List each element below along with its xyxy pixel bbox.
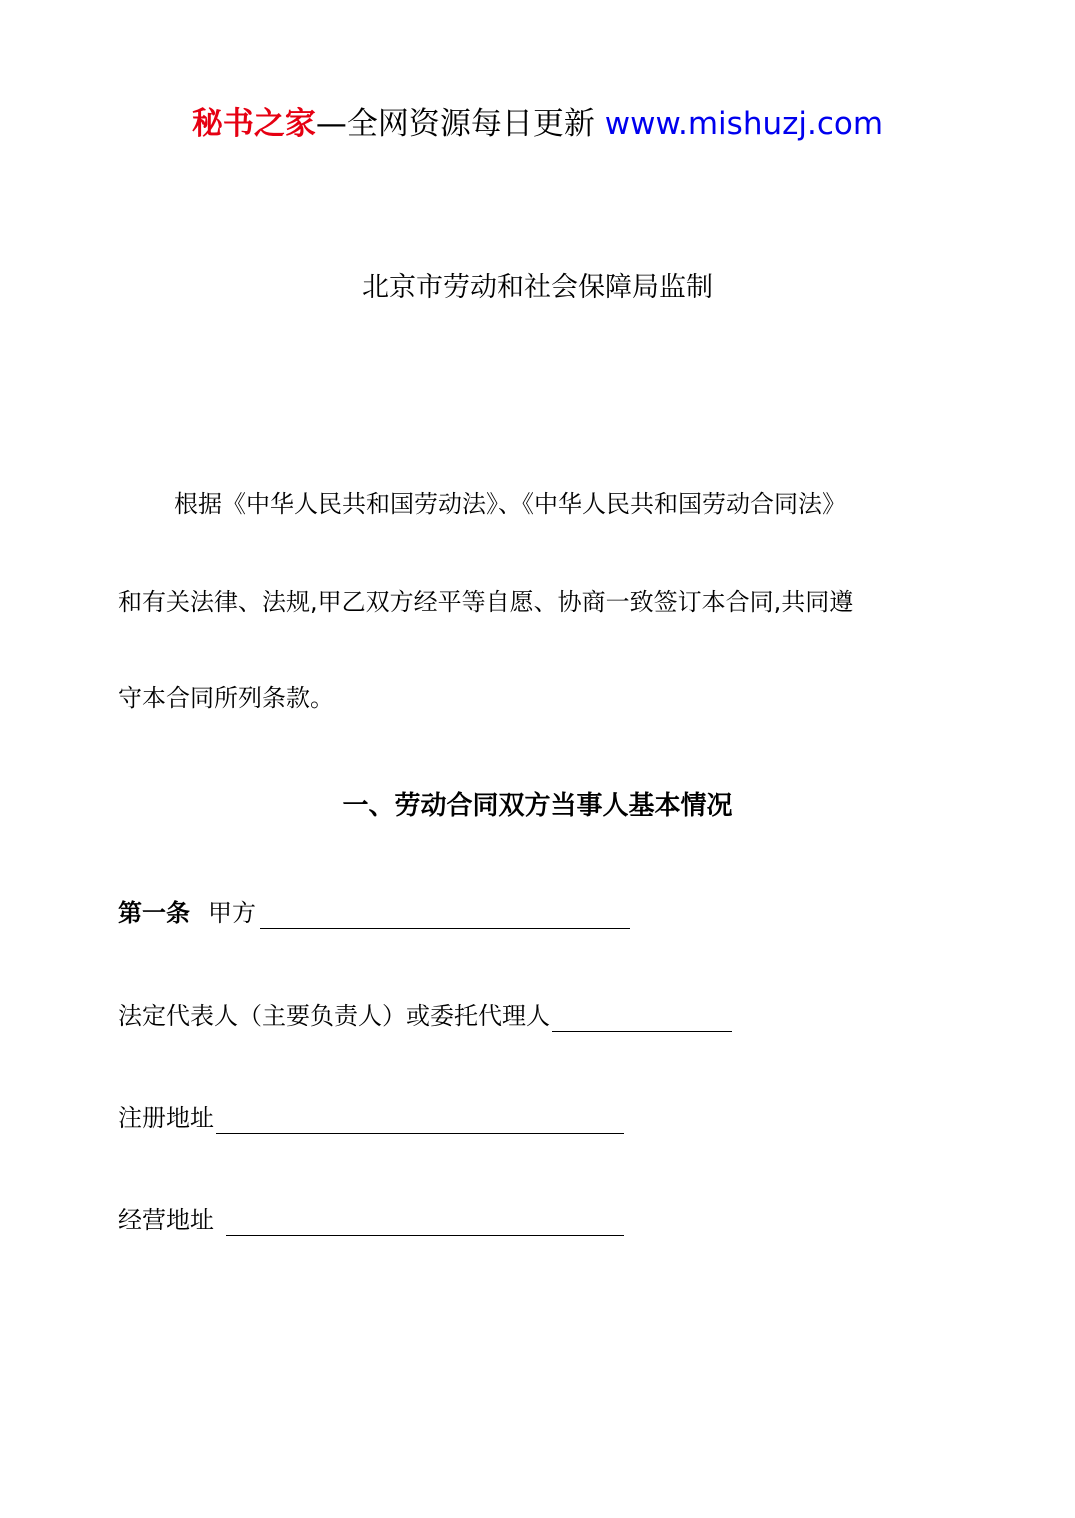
section-heading: 一、劳动合同双方当事人基本情况 xyxy=(342,791,733,821)
registered-address-blank[interactable] xyxy=(216,1103,624,1134)
brand-name: 秘书之家 xyxy=(191,106,316,142)
header-dash: — xyxy=(315,106,347,142)
registered-address-label: 注册地址 xyxy=(118,1104,214,1132)
page-header xyxy=(0,100,1075,148)
representative-field xyxy=(118,996,732,1036)
party-a-label: 甲方 xyxy=(208,899,256,927)
business-address-label: 经营地址 xyxy=(118,1206,214,1234)
article-label: 第一条 xyxy=(118,899,190,927)
representative-blank[interactable] xyxy=(552,1001,732,1032)
party-a-field xyxy=(118,893,630,933)
party-a-blank[interactable] xyxy=(260,898,630,929)
registered-address-field xyxy=(118,1098,624,1138)
intro-line-3: 守本合同所列条款。 xyxy=(118,684,334,712)
header-slogan: 全网资源每日更新 xyxy=(346,106,595,142)
business-address-blank[interactable] xyxy=(226,1205,624,1236)
intro-line-1: 根据《中华人民共和国劳动法》、《中华人民共和国劳动合同法》 xyxy=(174,490,846,518)
header-url-link[interactable]: www.mishuzj.com xyxy=(604,106,884,142)
issuer-subtitle: 北京市劳动和社会保障局监制 xyxy=(362,272,713,303)
business-address-field xyxy=(118,1200,624,1240)
representative-label: 法定代表人（主要负责人）或委托代理人 xyxy=(118,1002,550,1030)
intro-line-2: 和有关法律、法规,甲乙双方经平等自愿、协商一致签订本合同,共同遵 xyxy=(118,588,854,616)
